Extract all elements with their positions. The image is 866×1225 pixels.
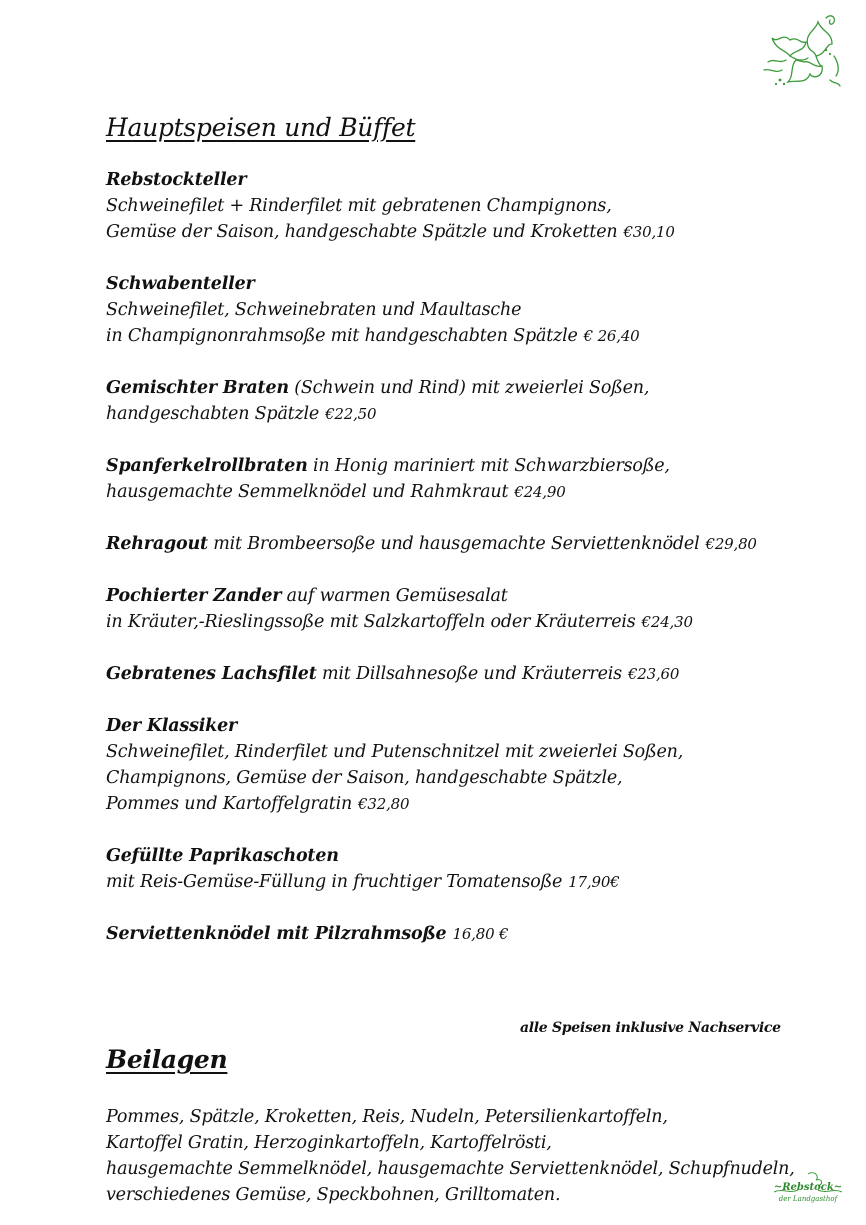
vine-ornament-icon [768,1170,848,1216]
dish-name: Gefüllte Paprikaschoten [106,846,339,866]
sides-text [106,1104,826,1208]
dish-description-line: hausgemachte Semmelknödel und Rahmkraut €24,90 [106,482,566,502]
dish-price: €29,80 [705,535,757,553]
menu-item [106,453,806,505]
dish-description-line: in Kräuter,-Rieslingssoße mit Salzkartoffeln oder Kräuterreis €24,30 [106,612,693,632]
menu-item [106,375,806,427]
dish-name: Rebstockteller [106,170,247,190]
sides-section [106,1042,826,1208]
menu-item [106,921,806,947]
dish-price: 17,90€ [568,873,620,891]
menu-item [106,661,806,687]
dish-description-line: mit Reis-Gemüse-Füllung in fruchtiger Tomatensoße 17,90€ [106,872,620,892]
main-heading: Hauptspeisen und Büffet [106,113,416,142]
menu-item [106,271,806,349]
dish-description: mit Brombeersoße und hausgemachte Serviettenknödel [207,534,700,554]
dish-price: €23,60 [627,665,680,683]
menu-item [106,167,806,245]
dish-description: auf warmen Gemüsesalat [281,586,508,606]
dish-description-line: in Champignonrahmsoße mit handgeschabten Spätzle € 26,40 [106,326,640,346]
dish-price: €32,80 [358,795,410,813]
sides-line: verschiedenes Gemüse, Speckbohnen, Grilltomaten. [106,1185,561,1205]
dish-description-line: Champignons, Gemüse der Saison, handgeschabte Spätzle, [106,768,623,788]
service-note: alle Speisen inklusive Nachservice [520,1020,781,1036]
dish-name: Spanferkelrollbraten [106,456,308,476]
dish-name: Schwabenteller [106,274,255,294]
dish-price: € 26,40 [583,327,640,345]
dish-description-line: Schweinefilet, Rinderfilet und Putenschnitzel mit zweierlei Soßen, [106,742,684,762]
menu-item [106,713,806,817]
dish-description-line: Pommes und Kartoffelgratin €32,80 [106,794,410,814]
dish-description-line: Schweinefilet, Schweinebraten und Maultasche [106,300,522,320]
dish-description: (Schwein und Rind) mit zweierlei Soßen, [288,378,650,398]
menu-item [106,583,806,635]
menu-items [106,167,806,947]
menu-item [106,843,806,895]
dish-price: €24,90 [514,483,566,501]
dish-name: Gebratenes Lachsfilet [106,664,317,684]
dish-description: in Honig mariniert mit Schwarzbiersoße, [307,456,670,476]
dish-price: €30,10 [623,223,675,241]
rebstock-logo [768,1170,848,1216]
main-section [106,110,806,973]
sides-heading: Beilagen [106,1045,228,1074]
brand-subtitle: der Landgasthof [778,1195,838,1203]
dish-name: Rehragout [106,534,208,554]
dish-description: mit Dillsahnesoße und Kräuterreis [316,664,622,684]
menu-item [106,531,806,557]
dish-description-line: handgeschabten Spätzle €22,50 [106,404,377,424]
dish-description-line: Gemüse der Saison, handgeschabte Spätzle und Kroketten €30,10 [106,222,675,242]
sides-line: hausgemachte Semmelknödel, hausgemachte Serviettenknödel, Schupfnudeln, [106,1159,795,1179]
dish-name: Der Klassiker [106,716,238,736]
dish-name: Serviettenknödel mit Pilzrahmsoße [106,924,447,944]
sides-line: Kartoffel Gratin, Herzoginkartoffeln, Kartoffelrösti, [106,1133,552,1153]
dish-name: Pochierter Zander [106,586,282,606]
brand-text: ~Rebstock~ [773,1182,843,1193]
dish-price: €22,50 [325,405,377,423]
grapevine-leaf-icon [760,10,844,94]
dish-description-line: Schweinefilet + Rinderfilet mit gebratenen Champignons, [106,196,612,216]
sides-line: Pommes, Spätzle, Kroketten, Reis, Nudeln, Petersilienkartoffeln, [106,1107,668,1127]
dish-price: 16,80 € [452,925,509,943]
dish-price: €24,30 [641,613,693,631]
dish-name: Gemischter Braten [106,378,289,398]
